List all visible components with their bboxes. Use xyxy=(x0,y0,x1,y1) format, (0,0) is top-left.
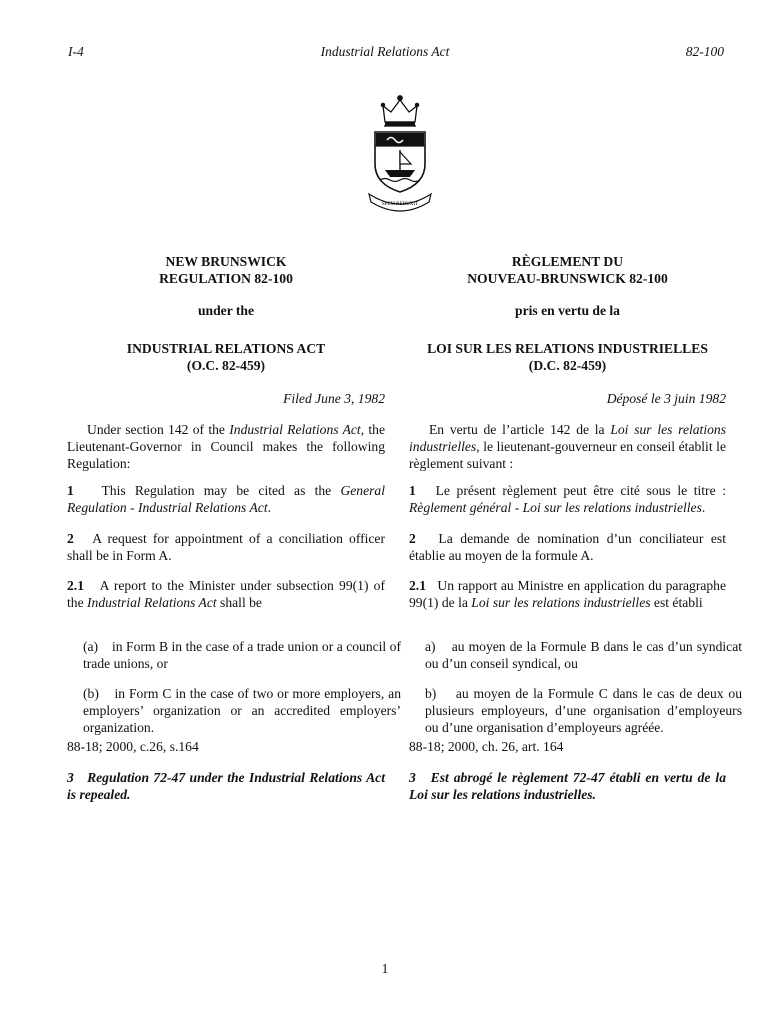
en-order-in-council: (O.C. 82-459) xyxy=(186,358,266,373)
en-section-2-1: 2.1 A report to the Minister under subsection 99(1) of the Industrial Relations Act shall be xyxy=(67,578,385,610)
fr-title-line2: NOUVEAU-BRUNSWICK 82-100 xyxy=(467,271,668,286)
fr-section-1: 1 Le présent règlement peut être cité sous le titre : Règlement général - Loi sur les relations industrielles. xyxy=(409,483,726,515)
fr-section-3: 3 Est abrogé le règlement 72-47 établi en vertu de la Loi sur les relations industrielles. xyxy=(409,770,726,802)
fr-under-the: pris en vertu de la xyxy=(515,303,620,318)
en-item-a: (a) in Form B in the case of a trade union or a council of trade unions, or xyxy=(83,639,402,671)
fr-intro-paragraph: En vertu de l’article 142 de la Loi sur les relations industrielles, le lieutenant-gouverneur en conseil établit le règlement suivant : xyxy=(409,422,726,471)
en-title-line1: NEW BRUNSWICK xyxy=(165,254,287,269)
en-section-2: 2 A request for appointment of a conciliation officer shall be in Form A. xyxy=(67,531,385,563)
en-filed-date: Filed June 3, 1982 xyxy=(283,391,385,406)
en-title-line2: REGULATION 82-100 xyxy=(159,271,293,286)
header-section-number: I-4 xyxy=(68,44,84,59)
fr-title-line1: RÈGLEMENT DU xyxy=(511,254,624,269)
new-brunswick-coat-of-arms-icon xyxy=(363,92,437,214)
fr-section-2: 2 La demande de nomination d’un conciliateur est établie au moyen de la formule A. xyxy=(409,531,726,563)
fr-section-2-1: 2.1 Un rapport au Ministre en application du paragraphe 99(1) de la Loi sur les relations industrielles est établi xyxy=(409,578,727,610)
en-section-1: 1 This Regulation may be cited as the General Regulation - Industrial Relations Act. xyxy=(67,483,385,515)
fr-act-name: LOI SUR LES RELATIONS INDUSTRIELLES xyxy=(427,341,708,356)
page-number: 1 xyxy=(381,961,389,976)
header-regulation-number: 82-100 xyxy=(685,44,724,59)
en-act-name: INDUSTRIAL RELATIONS ACT xyxy=(126,341,326,356)
fr-history-note: 88-18; 2000, ch. 26, art. 164 xyxy=(409,739,564,754)
fr-order-in-council: (D.C. 82-459) xyxy=(528,358,607,373)
en-intro-paragraph: Under section 142 of the Industrial Relations Act, the Lieutenant-Governor in Council makes the following Regulation: xyxy=(67,422,386,471)
en-item-b: (b) in Form C in the case of two or more employers, an employers’ organization or an accredited employers’ organization. xyxy=(83,686,401,735)
header-act-title: Industrial Relations Act xyxy=(320,44,450,59)
fr-item-a: a) au moyen de la Formule B dans le cas d’un syndicat ou d’un conseil syndical, ou xyxy=(425,639,743,671)
en-under-the: under the xyxy=(197,303,255,318)
fr-item-b: b) au moyen de la Formule C dans le cas de deux ou plusieurs employeurs, d’une organisation d’employeurs ou d’une organisation d’employeurs agréée. xyxy=(425,686,743,735)
en-history-note: 88-18; 2000, c.26, s.164 xyxy=(67,739,199,754)
fr-filed-date: Déposé le 3 juin 1982 xyxy=(606,391,726,406)
crest-motto: SPEM REDUXIT xyxy=(381,202,419,207)
en-section-3: 3 Regulation 72-47 under the Industrial Relations Act is repealed. xyxy=(67,770,385,802)
